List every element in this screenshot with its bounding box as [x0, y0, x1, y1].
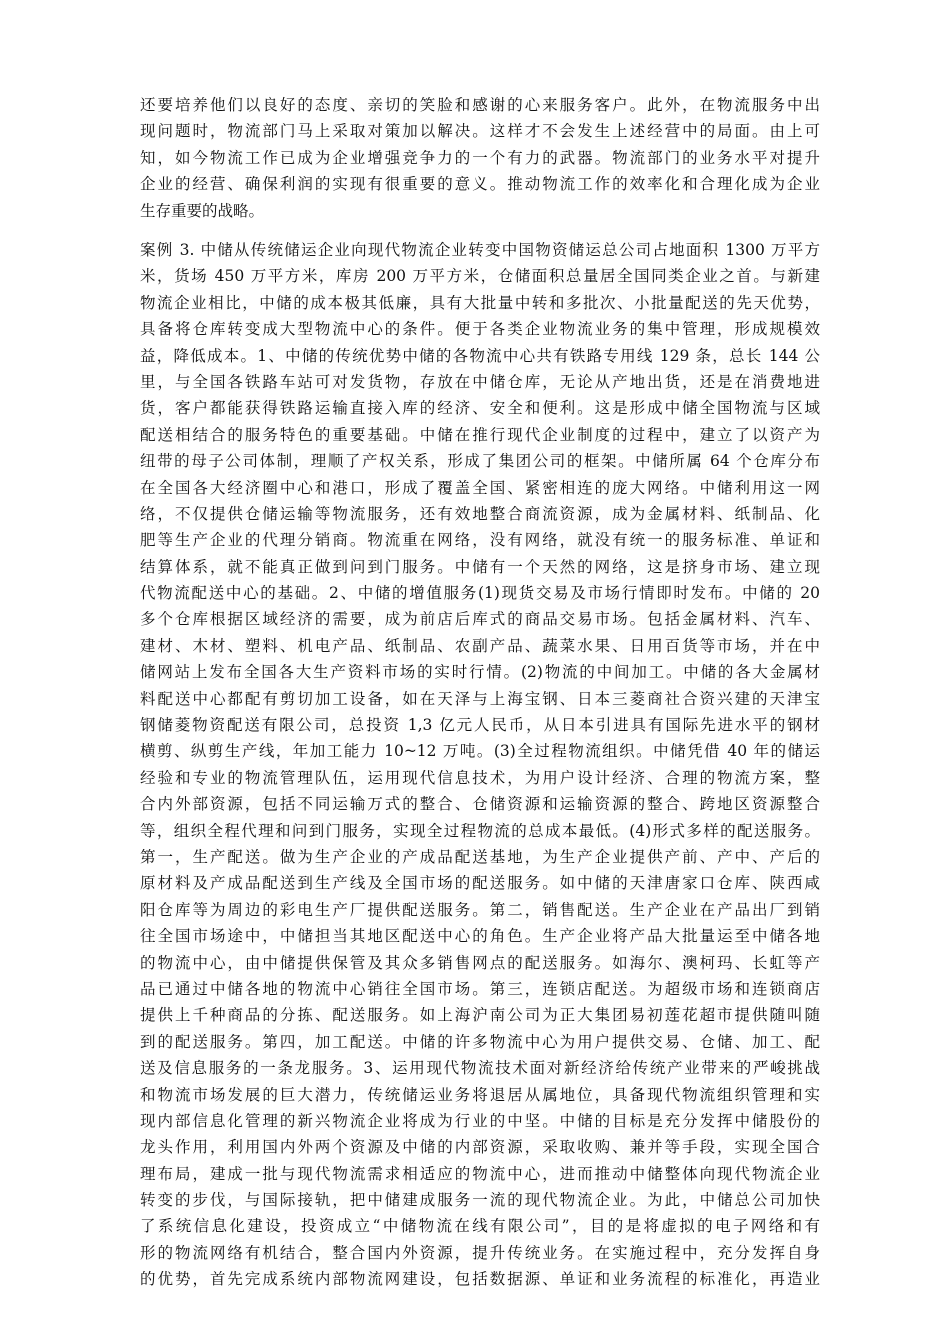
- text-line: 建材、木材、塑料、机电产品、纸制品、农副产品、蔬菜水果、日用百货等市场，并在中: [140, 636, 820, 655]
- text-line: 和物流市场发展的巨大潜力，传统储运业务将退居从属地位，具备现代物流组织管理和实: [140, 1085, 820, 1104]
- text-line: 现问题时，物流部门马上采取对策加以解决。这样才不会发生上述经营中的局面。由上可: [140, 122, 820, 141]
- text-line: 的物流中心，由中储提供保管及其众多销售网点的配送服务。如海尔、澳柯玛、长虹等产: [140, 953, 820, 972]
- text-line: 龙头作用，利用国内外两个资源及中储的内部资源，采取收购、兼并等手段，实现全国合: [140, 1138, 820, 1157]
- text-line: 益，降低成本。1、中储的传统优势中储的各物流中心共有铁路专用线 129 条，总长 144 公: [140, 346, 820, 365]
- text-line: 知，如今物流工作已成为企业增强竞争力的一个有力的武器。物流部门的业务水平对提升: [140, 148, 820, 167]
- text-line: 料配送中心都配有剪切加工设备，如在天泽与上海宝钢、日本三菱商社合资兴建的天津宝: [140, 689, 820, 708]
- text-line: 提供上千种商品的分拣、配送服务。如上海沪南公司为正大集团易初莲花超市提供随叫随: [140, 1006, 820, 1025]
- text-line: 米，货场 450 万平方米，库房 200 万平方米，仓储面积总量居全国同类企业之首。与新建: [140, 267, 820, 286]
- text-line: 在全国各大经济圈中心和港口，形成了覆盖全国、紧密相连的庞大网络。中储利用这一网: [140, 478, 820, 497]
- text-line: 到的配送服务。第四，加工配送。中储的许多物流中心为用户提供交易、仓储、加工、配: [140, 1032, 820, 1051]
- text-line: 第一，生产配送。做为生产企业的产成品配送基地，为生产企业提供产前、产中、产后的: [140, 847, 820, 866]
- paragraph-intro: [140, 92, 820, 224]
- text-line: 生存重要的战略。: [140, 201, 265, 220]
- text-line: 送及信息服务的一条龙服务。3、运用现代物流技术面对新经济给传统产业带来的严峻挑战: [140, 1059, 820, 1078]
- text-line: 横剪、纵剪生产线，年加工能力 10~12 万吨。(3)全过程物流组织。中储凭借 40 年的储运: [140, 742, 820, 761]
- text-line: 现内部信息化管理的新兴物流企业将成为行业的中坚。中储的目标是充分发挥中储股份的: [140, 1111, 820, 1130]
- text-line: 里，与全国各铁路车站可对发货物，存放在中储仓库，无论从产地出货，还是在消费地进: [140, 372, 820, 391]
- text-line: 物流企业相比，中储的成本极其低廉，具有大批量中转和多批次、小批量配送的先天优势，: [140, 293, 820, 312]
- text-line: 配送相结合的服务特色的重要基础。中储在推行现代企业制度的过程中，建立了以资产为: [140, 425, 820, 444]
- text-line: 等，组织全程代理和问到门服务，实现全过程物流的总成本最低。(4)形式多样的配送服务。: [140, 821, 820, 840]
- text-line: 肥等生产企业的代理分销商。物流重在网络，没有网络，就没有统一的服务标准、单证和: [140, 531, 820, 550]
- text-line: 合内外部资源，包括不同运输万式的整合、仓储资源和运输资源的整合、跨地区资源整合: [140, 795, 820, 814]
- text-line: 阳仓库等为周边的彩电生产厂提供配送服务。第二，销售配送。生产企业在产品出厂到销: [140, 900, 820, 919]
- text-line: 还要培养他们以良好的态度、亲切的笑脸和感谢的心来服务客户。此外，在物流服务中出: [140, 96, 820, 114]
- text-line: 储网站上发布全国各大生产资料市场的实时行情。(2)物流的中间加工。中储的各大金属材: [140, 663, 820, 682]
- text-line: 钢储菱物资配送有限公司，总投资 1,3 亿元人民币，从日本引进具有国际先进水平的钢材: [140, 716, 820, 735]
- text-line: 了系统信息化建设，投资成立“中储物流在线有限公司”，目的是将虚拟的电子网络和有: [140, 1217, 820, 1236]
- paragraph-case-3: [140, 237, 820, 1293]
- text-line: 品已通过中储各地的物流中心销往全国市场。第三，连锁店配送。为超级市场和连锁商店: [140, 979, 820, 998]
- text-line: 原材料及产成品配送到生产线及全国市场的配送服务。如中储的天津唐家口仓库、陕西咸: [140, 874, 820, 893]
- text-line: 代物流配送中心的基础。2、中储的增值服务(1)现货交易及市场行情即时发布。中储的 20: [140, 584, 820, 603]
- text-line: 转变的步伐，与国际接轨，把中储建成服务一流的现代物流企业。为此，中储总公司加快: [140, 1191, 820, 1210]
- text-line: 形的物流网络有机结合，整合国内外资源，提升传统业务。在实施过程中，充分发挥自身: [140, 1243, 820, 1262]
- text-line: 理布局，建成一批与现代物流需求相适应的物流中心，进而推动中储整体向现代物流企业: [140, 1164, 820, 1183]
- text-line: 案例 3. 中储从传统储运企业向现代物流企业转变中国物资储运总公司占地面积 1300 万平方: [140, 241, 820, 259]
- text-line: 络，不仅提供仓储运输等物流服务，还有效地整合商流资源，成为金属材料、纸制品、化: [140, 504, 820, 523]
- text-line: 企业的经营、确保利润的实现有很重要的意义。推动物流工作的效率化和合理化成为企业: [140, 175, 820, 194]
- text-line: 往全国市场途中，中储担当其地区配送中心的角色。生产企业将产品大批量运至中储各地: [140, 927, 820, 946]
- text-line: 货，客户都能获得铁路运输直接入库的经济、安全和便利。这是形成中储全国物流与区域: [140, 399, 820, 418]
- text-line: 多个仓库根据区域经济的需要，成为前店后库式的商品交易市场。包括金属材料、汽车、: [140, 610, 820, 629]
- text-line: 纽带的母子公司体制，理顺了产权关系，形成了集团公司的框架。中储所属 64 个仓库分布: [140, 452, 820, 471]
- text-line: 结算体系，就不能真正做到问到门服务。中储有一个天然的网络，这是挤身市场、建立现: [140, 557, 820, 576]
- text-line: 经验和专业的物流管理队伍，运用现代信息技术，为用户设计经济、合理的物流方案，整: [140, 768, 820, 787]
- text-line: 的优势，首先完成系统内部物流网建设，包括数据源、单证和业务流程的标准化，再造业: [140, 1270, 820, 1289]
- text-line: 具备将仓库转变成大型物流中心的条件。便于各类企业物流业务的集中管理，形成规模效: [140, 320, 820, 339]
